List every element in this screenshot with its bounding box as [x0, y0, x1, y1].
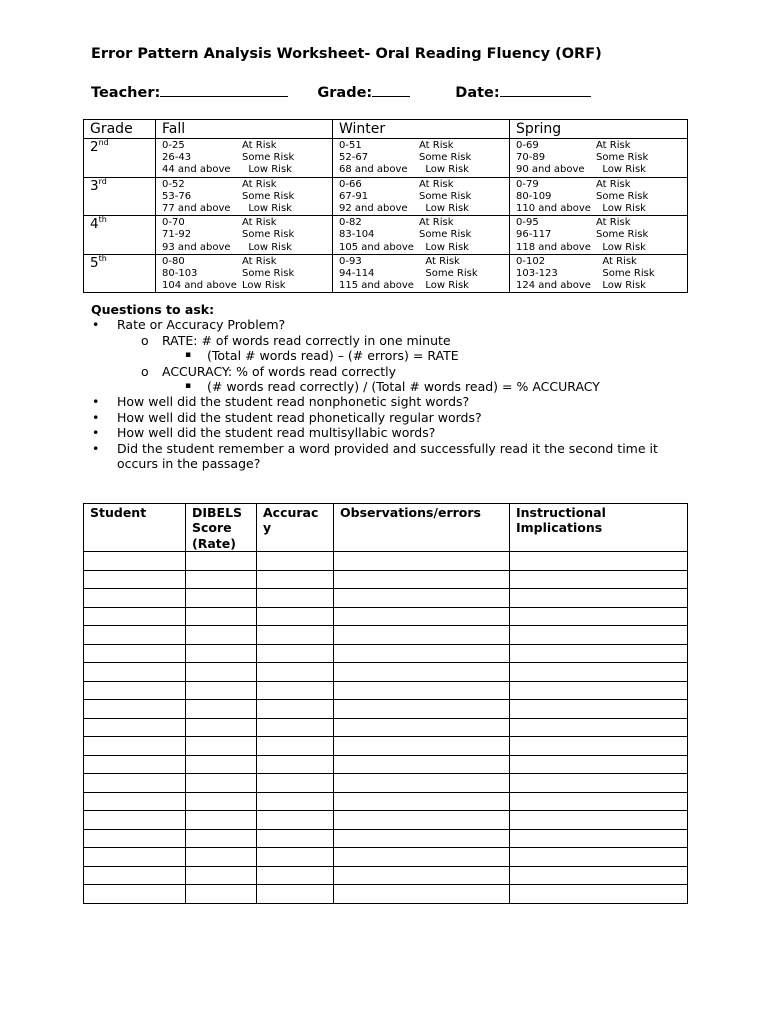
student-cell[interactable] [84, 848, 186, 867]
dibels-score-cell[interactable] [186, 866, 257, 885]
teacher-blank[interactable] [160, 82, 288, 97]
accuracy-cell[interactable] [257, 811, 334, 830]
observations-cell[interactable] [334, 570, 510, 589]
student-row [84, 755, 688, 774]
score-range: 77 and above [162, 203, 231, 215]
implications-cell[interactable] [510, 589, 688, 608]
bullet-marker: • [92, 317, 100, 333]
date-label: Date: [455, 85, 500, 101]
risk-level: Some Risk [596, 190, 649, 202]
benchmark-row [84, 254, 688, 293]
student-row [84, 885, 688, 904]
grade-suffix: th [98, 215, 107, 225]
question-item [91, 425, 658, 440]
risk-level: At Risk [596, 140, 631, 151]
student-cell[interactable] [84, 570, 186, 589]
implications-cell[interactable] [510, 626, 688, 645]
observations-cell[interactable] [334, 866, 510, 885]
risk-level: Low Risk [419, 164, 469, 176]
student-row [84, 829, 688, 848]
risk-level: At Risk [242, 178, 277, 190]
score-range: 0-102 [516, 255, 546, 267]
risk-level: Some Risk [596, 268, 655, 280]
observations-cell[interactable] [334, 552, 510, 571]
score-range: 0-79 [516, 178, 539, 190]
score-range: 96-117 [516, 229, 552, 241]
student-cell[interactable] [84, 552, 186, 571]
student-cell[interactable] [84, 718, 186, 737]
student-row [84, 644, 688, 663]
header-winter: Winter [333, 120, 510, 139]
risk-level: Low Risk [596, 164, 646, 176]
student-cell[interactable] [84, 626, 186, 645]
header-line: Accurac [263, 505, 319, 520]
benchmark-cell-spring [510, 139, 688, 178]
dibels-score-cell[interactable] [186, 626, 257, 645]
bullet-marker: ▪ [185, 381, 192, 392]
score-range: 92 and above [339, 203, 408, 215]
student-cell[interactable] [84, 737, 186, 756]
observations-cell[interactable] [334, 885, 510, 904]
risk-level: Low Risk [242, 241, 292, 253]
score-range: 0-66 [339, 178, 362, 190]
header-grade: Grade [84, 120, 156, 139]
benchmark-cell-spring [510, 254, 688, 293]
benchmark-cell-spring [510, 216, 688, 255]
header-accuracy [257, 504, 334, 552]
header-line: y [263, 520, 272, 536]
benchmark-cell-spring [510, 177, 688, 216]
risk-level: Low Risk [242, 280, 286, 292]
accuracy-cell[interactable] [257, 866, 334, 885]
teacher-field[interactable] [91, 82, 288, 101]
benchmark-row [84, 216, 688, 255]
dibels-score-cell[interactable] [186, 552, 257, 571]
implications-cell[interactable] [510, 570, 688, 589]
header-fall: Fall [156, 120, 333, 139]
score-range: 80-103 [162, 268, 198, 280]
implications-cell[interactable] [510, 755, 688, 774]
question-text: How well did the student read nonphonetic sight words? [117, 394, 470, 410]
grade-suffix: rd [98, 176, 107, 186]
accuracy-cell[interactable] [257, 829, 334, 848]
accuracy-cell[interactable] [257, 681, 334, 700]
header-implications [510, 504, 688, 552]
bullet-marker: • [92, 394, 100, 410]
student-cell[interactable] [84, 866, 186, 885]
question-text: RATE: # of words read correctly in one minute [162, 332, 451, 348]
score-range: 104 and above [162, 280, 237, 292]
header-spring: Spring [510, 120, 688, 139]
risk-level: Some Risk [419, 229, 472, 241]
dibels-score-cell[interactable] [186, 885, 257, 904]
benchmark-row [84, 139, 688, 178]
benchmark-row [84, 177, 688, 216]
date-blank[interactable] [500, 82, 591, 97]
header-line: Score [192, 520, 232, 536]
score-range: 105 and above [339, 241, 414, 253]
accuracy-cell[interactable] [257, 607, 334, 626]
accuracy-cell[interactable] [257, 848, 334, 867]
grade-number: 3 [90, 177, 99, 194]
grade-suffix: th [98, 253, 107, 263]
student-row [84, 774, 688, 793]
bullet-marker: • [92, 425, 100, 441]
risk-level: Some Risk [242, 152, 295, 164]
accuracy-cell[interactable] [257, 718, 334, 737]
benchmark-cell-winter [333, 177, 510, 216]
score-range: 93 and above [162, 241, 231, 253]
dibels-score-cell[interactable] [186, 718, 257, 737]
risk-level: Some Risk [242, 268, 295, 280]
accuracy-cell[interactable] [257, 774, 334, 793]
question-item [91, 333, 658, 348]
question-item [91, 317, 658, 332]
implications-cell[interactable] [510, 792, 688, 811]
implications-cell[interactable] [510, 663, 688, 682]
implications-cell[interactable] [510, 774, 688, 793]
risk-level: At Risk [242, 140, 277, 151]
dibels-score-cell[interactable] [186, 829, 257, 848]
bullet-marker: o [141, 332, 149, 348]
observations-cell[interactable] [334, 811, 510, 830]
implications-cell[interactable] [510, 552, 688, 571]
risk-level: At Risk [419, 217, 454, 229]
score-range: 118 and above [516, 241, 591, 253]
student-row [84, 589, 688, 608]
score-range: 0-69 [516, 140, 539, 151]
risk-level: Some Risk [419, 268, 478, 280]
header-fields [91, 82, 591, 101]
student-cell[interactable] [84, 811, 186, 830]
grade-field[interactable] [317, 82, 410, 101]
risk-level: At Risk [596, 255, 637, 267]
score-range: 0-82 [339, 217, 362, 229]
question-text: Did the student remember a word provided and successfully read it the second time it [117, 440, 658, 456]
risk-level: Some Risk [596, 152, 649, 164]
benchmark-cell-fall [156, 177, 333, 216]
dibels-score-cell[interactable] [186, 570, 257, 589]
dibels-score-cell[interactable] [186, 589, 257, 608]
header-line: Observations/errors [340, 505, 481, 520]
implications-cell[interactable] [510, 607, 688, 626]
benchmark-cell-winter [333, 216, 510, 255]
risk-level: At Risk [242, 255, 277, 267]
student-cell[interactable] [84, 829, 186, 848]
header-student [84, 504, 186, 552]
score-range: 90 and above [516, 164, 585, 176]
question-item [91, 379, 658, 394]
question-text: (Total # words read) – (# errors) = RATE [207, 348, 459, 364]
question-item [91, 364, 658, 379]
risk-level: Low Risk [419, 241, 469, 253]
questions-list [91, 317, 658, 471]
accuracy-cell[interactable] [257, 755, 334, 774]
risk-level: At Risk [419, 178, 454, 190]
benchmark-cell-winter [333, 139, 510, 178]
student-cell[interactable] [84, 681, 186, 700]
dibels-score-cell[interactable] [186, 848, 257, 867]
accuracy-cell[interactable] [257, 626, 334, 645]
score-range: 70-89 [516, 152, 546, 164]
score-range: 103-123 [516, 268, 558, 280]
grade-suffix: nd [98, 138, 109, 147]
dibels-score-cell[interactable] [186, 663, 257, 682]
score-range: 0-80 [162, 255, 185, 267]
observations-cell[interactable] [334, 755, 510, 774]
questions-heading: Questions to ask: [91, 302, 215, 317]
grade-label: Grade: [317, 85, 373, 101]
score-range: 110 and above [516, 203, 591, 215]
risk-level: Low Risk [242, 203, 292, 215]
implications-cell[interactable] [510, 737, 688, 756]
risk-level: Some Risk [242, 229, 295, 241]
accuracy-cell[interactable] [257, 570, 334, 589]
question-text: How well did the student read phonetically regular words? [117, 409, 482, 425]
student-row [84, 848, 688, 867]
grade-cell [84, 139, 156, 178]
header-line: Implications [516, 520, 603, 536]
dibels-score-cell[interactable] [186, 737, 257, 756]
observations-cell[interactable] [334, 681, 510, 700]
implications-cell[interactable] [510, 700, 688, 719]
implications-cell[interactable] [510, 811, 688, 830]
student-cell[interactable] [84, 885, 186, 904]
observation-table [83, 503, 688, 904]
observation-header-row [84, 504, 688, 552]
bullet-marker: • [92, 409, 100, 425]
student-row [84, 681, 688, 700]
question-item [91, 441, 658, 456]
question-text: How well did the student read multisyllabic words? [117, 425, 436, 441]
dibels-score-cell[interactable] [186, 792, 257, 811]
accuracy-cell[interactable] [257, 792, 334, 811]
score-range: 53-76 [162, 190, 192, 202]
grade-cell [84, 216, 156, 255]
header-line: DIBELS [192, 505, 243, 520]
student-row [84, 866, 688, 885]
observations-cell[interactable] [334, 829, 510, 848]
implications-cell[interactable] [510, 644, 688, 663]
risk-level: At Risk [596, 217, 631, 229]
grade-number: 5 [90, 254, 99, 271]
implications-cell[interactable] [510, 718, 688, 737]
student-row [84, 718, 688, 737]
implications-cell[interactable] [510, 866, 688, 885]
observations-cell[interactable] [334, 848, 510, 867]
score-range: 68 and above [339, 164, 408, 176]
score-range: 0-51 [339, 140, 362, 151]
observations-cell[interactable] [334, 718, 510, 737]
observations-cell[interactable] [334, 644, 510, 663]
grade-number: 2 [90, 139, 99, 155]
bullet-marker: ▪ [185, 350, 192, 361]
student-cell[interactable] [84, 792, 186, 811]
question-text: ACCURACY: % of words read correctly [162, 363, 396, 379]
implications-cell[interactable] [510, 681, 688, 700]
grade-number: 4 [90, 216, 99, 233]
bullet-marker: • [92, 440, 100, 456]
date-field[interactable] [455, 82, 590, 101]
score-range: 94-114 [339, 268, 375, 280]
benchmark-cell-fall [156, 254, 333, 293]
benchmark-cell-fall [156, 139, 333, 178]
risk-level: At Risk [419, 140, 454, 151]
student-cell[interactable] [84, 663, 186, 682]
score-range: 26-43 [162, 152, 192, 164]
student-row [84, 570, 688, 589]
risk-level: At Risk [419, 255, 460, 267]
student-cell[interactable] [84, 607, 186, 626]
header-line: Student [90, 505, 147, 520]
score-range: 83-104 [339, 229, 375, 241]
observations-cell[interactable] [334, 626, 510, 645]
grade-cell [84, 177, 156, 216]
score-range: 0-93 [339, 255, 362, 267]
implications-cell[interactable] [510, 829, 688, 848]
student-cell[interactable] [84, 589, 186, 608]
risk-level: Low Risk [419, 203, 469, 215]
implications-cell[interactable] [510, 885, 688, 904]
accuracy-cell[interactable] [257, 737, 334, 756]
teacher-label: Teacher: [91, 85, 161, 101]
question-item [91, 394, 658, 409]
bullet-marker: o [141, 363, 149, 379]
student-row [84, 663, 688, 682]
accuracy-cell[interactable] [257, 552, 334, 571]
risk-level: Low Risk [596, 241, 646, 253]
score-range: 115 and above [339, 280, 414, 292]
dibels-score-cell[interactable] [186, 811, 257, 830]
observations-cell[interactable] [334, 700, 510, 719]
risk-level: Low Risk [419, 280, 469, 292]
student-cell[interactable] [84, 774, 186, 793]
risk-level: Some Risk [596, 229, 649, 241]
score-range: 52-67 [339, 152, 369, 164]
header-observations [334, 504, 510, 552]
risk-level: At Risk [242, 217, 277, 229]
question-text: (# words read correctly) / (Total # words read) = % ACCURACY [207, 379, 600, 395]
risk-level: Some Risk [242, 190, 295, 202]
dibels-score-cell[interactable] [186, 681, 257, 700]
accuracy-cell[interactable] [257, 663, 334, 682]
benchmark-header-row [84, 120, 688, 139]
observations-cell[interactable] [334, 792, 510, 811]
question-item [91, 348, 658, 363]
student-row [84, 811, 688, 830]
score-range: 80-109 [516, 190, 552, 202]
score-range: 71-92 [162, 229, 192, 241]
dibels-score-cell[interactable] [186, 755, 257, 774]
benchmark-cell-fall [156, 216, 333, 255]
student-row [84, 737, 688, 756]
score-range: 0-95 [516, 217, 539, 229]
accuracy-cell[interactable] [257, 885, 334, 904]
observations-cell[interactable] [334, 663, 510, 682]
benchmark-cell-winter [333, 254, 510, 293]
observations-cell[interactable] [334, 607, 510, 626]
risk-level: Low Risk [596, 280, 646, 292]
dibels-score-cell[interactable] [186, 644, 257, 663]
score-range: 0-25 [162, 140, 185, 151]
student-row [84, 607, 688, 626]
accuracy-cell[interactable] [257, 589, 334, 608]
score-range: 0-52 [162, 178, 185, 190]
score-range: 44 and above [162, 164, 231, 176]
accuracy-cell[interactable] [257, 700, 334, 719]
header-dibels-score [186, 504, 257, 552]
observations-cell[interactable] [334, 589, 510, 608]
score-range: 0-70 [162, 217, 185, 229]
page-title: Error Pattern Analysis Worksheet- Oral Reading Fluency (ORF) [91, 46, 602, 62]
student-row [84, 700, 688, 719]
implications-cell[interactable] [510, 848, 688, 867]
student-row [84, 552, 688, 571]
risk-level: Some Risk [419, 190, 472, 202]
risk-level: Low Risk [596, 203, 646, 215]
risk-level: Some Risk [419, 152, 472, 164]
dibels-score-cell[interactable] [186, 774, 257, 793]
risk-level: Low Risk [242, 164, 292, 176]
question-item [91, 456, 658, 471]
question-text: Rate or Accuracy Problem? [117, 317, 286, 333]
benchmark-table [83, 119, 688, 293]
header-line: Instructional [516, 505, 606, 520]
score-range: 124 and above [516, 280, 591, 292]
grade-blank[interactable] [372, 82, 410, 97]
observations-cell[interactable] [334, 774, 510, 793]
accuracy-cell[interactable] [257, 644, 334, 663]
question-item [91, 410, 658, 425]
student-cell[interactable] [84, 644, 186, 663]
dibels-score-cell[interactable] [186, 700, 257, 719]
risk-level: At Risk [596, 178, 631, 190]
header-line: (Rate) [192, 535, 236, 551]
score-range: 67-91 [339, 190, 369, 202]
student-row [84, 792, 688, 811]
student-cell[interactable] [84, 755, 186, 774]
dibels-score-cell[interactable] [186, 607, 257, 626]
observations-cell[interactable] [334, 737, 510, 756]
student-cell[interactable] [84, 700, 186, 719]
grade-cell [84, 254, 156, 293]
questions-section [91, 302, 658, 471]
question-text: occurs in the passage? [117, 456, 261, 472]
student-row [84, 626, 688, 645]
